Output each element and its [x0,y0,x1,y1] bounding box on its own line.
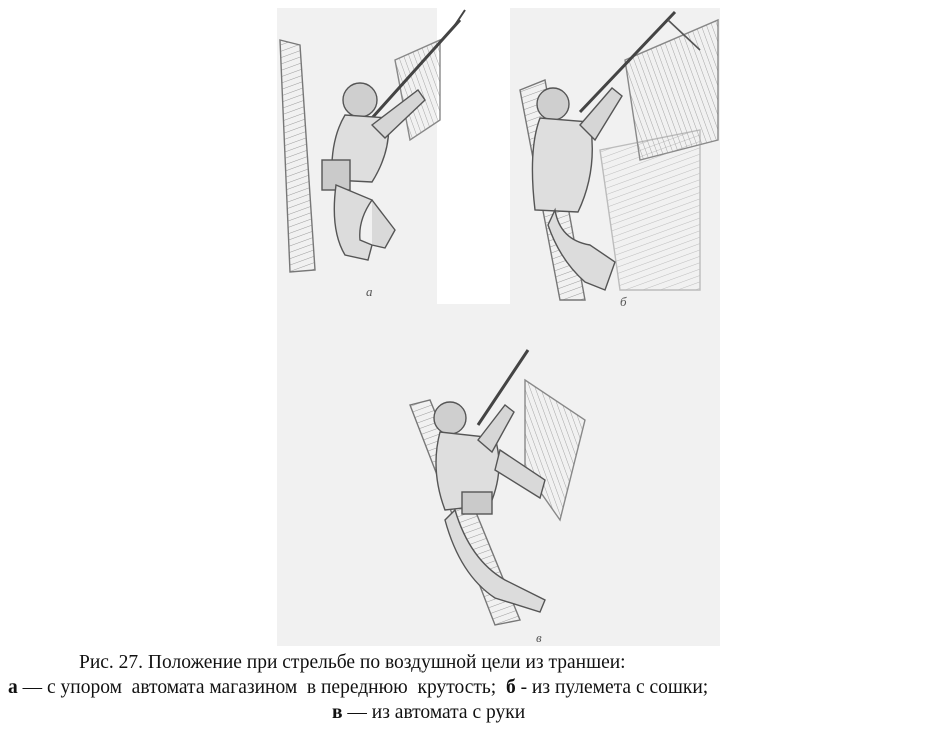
soldier-a-drawing [280,10,465,272]
figure-caption-ab [0,676,933,700]
caption-letter-b: б [505,677,516,698]
figure-caption-v [0,701,933,725]
sublabel-v: в [536,630,542,645]
soldier-b-drawing [520,12,718,300]
sublabel-a: а [366,284,373,299]
soldier-v-drawing [410,350,585,625]
caption-text-b: - из пулемета с сошки; [515,677,709,698]
sublabel-b: б [620,294,627,309]
caption-text-a: — с упором автомата магазином в переднюю крутость; [17,677,506,698]
figure-caption-title: Рис. 27. Положение при стрельбе по воздушной цели из траншеи: [79,652,626,673]
caption-letter-a: а [8,677,18,698]
caption-text-v: — из автомата с руки [342,702,526,723]
caption-letter-v: в [332,702,343,723]
